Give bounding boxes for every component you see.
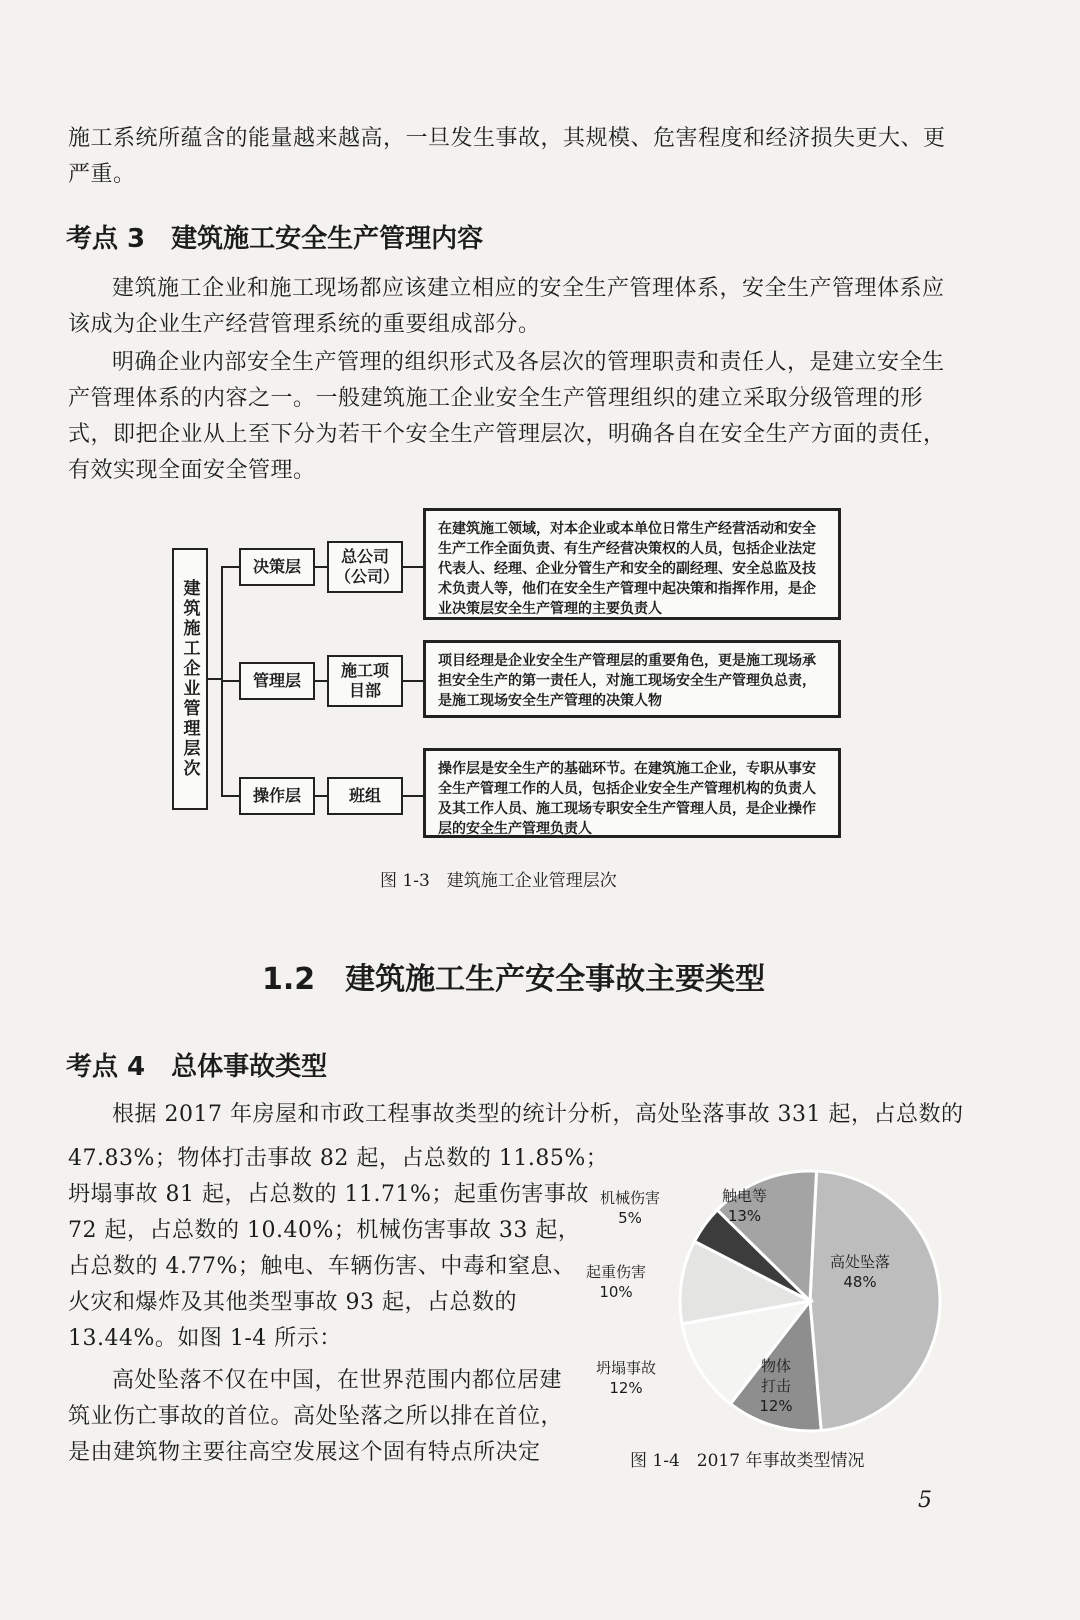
- unit-box-project-dept: 施工项目部: [327, 655, 403, 707]
- paragraph-line: 13.44%。如图 1-4 所示：: [68, 1326, 342, 1351]
- section-heading-4: 考点 4 总体事故类型: [66, 1052, 328, 1082]
- level-description: 操作层是安全生产的基础环节。在建筑施工企业，专职从事安全生产管理工作的人员，包括企业安全生产管理机构的负责人及其工作人员、施工现场专职安全生产管理人员，是企业操作层的安全生产管理负责人: [423, 748, 841, 838]
- level-description: 项目经理是企业安全生产管理层的重要角色，更是施工现场承担安全生产的第一责任人，对施工现场安全生产管理负总责，是施工现场安全生产管理的决策人物: [423, 640, 841, 718]
- pie-label-falls: [830, 1252, 890, 1292]
- pie-label-pct: 48%: [843, 1273, 877, 1291]
- diagram-root-box: 建筑施工企业管理层次: [172, 548, 208, 810]
- pie-label-lifting: [586, 1262, 646, 1302]
- paragraph-line: 有效实现全面安全管理。: [68, 458, 316, 483]
- connector-line: [208, 678, 222, 680]
- pie-label-object-strike: [756, 1356, 796, 1416]
- paragraph-line: 严重。: [68, 162, 136, 187]
- paragraph-line: 高处坠落不仅在中国，在世界范围内都位居建: [112, 1368, 563, 1393]
- paragraph-line: 式，即把企业从上至下分为若干个安全生产管理层次，明确各自在安全生产方面的责任，: [68, 422, 946, 447]
- paragraph-line: 根据 2017 年房屋和市政工程事故类型的统计分析，高处坠落事故 331 起，占总数的: [112, 1102, 964, 1127]
- pie-label-text: 触电等: [722, 1187, 768, 1205]
- figure-caption: 图 1-3 建筑施工企业管理层次: [380, 871, 617, 891]
- level-description: 在建筑施工领域，对本企业或本单位日常生产经营活动和安全生产工作全面负责、有生产经营决策权的人员，包括企业法定代表人、经理、企业分管生产和安全的副经理、安全总监及技术负责人等，他们在安全生产管理中起决策和指挥作用，是企业决策层安全生产管理的主要负责人: [423, 508, 841, 620]
- pie-label-pct: 12%: [609, 1379, 643, 1397]
- connector-line: [315, 795, 327, 797]
- paragraph-line: 建筑施工企业和施工现场都应该建立相应的安全生产管理体系，安全生产管理体系应: [112, 276, 945, 301]
- connector-line: [403, 795, 423, 797]
- connector-line: [221, 680, 239, 682]
- pie-label-mechanical: [600, 1188, 660, 1228]
- paragraph-line: 筑业伤亡事故的首位。高处坠落之所以排在首位，: [68, 1404, 564, 1429]
- paragraph-line: 明确企业内部安全生产管理的组织形式及各层次的管理职责和责任人，是建立安全生: [112, 350, 945, 375]
- paragraph-line: 施工系统所蕴含的能量越来越高，一旦发生事故，其规模、危害程度和经济损失更大、更: [68, 126, 946, 151]
- paragraph-line: 47.83%；物体打击事故 82 起，占总数的 11.85%；: [68, 1146, 609, 1171]
- pie-label-collapse: [596, 1358, 656, 1398]
- chapter-section-heading: 1.2 建筑施工生产安全事故主要类型: [262, 962, 766, 997]
- unit-box-company: 总公司（公司）: [327, 541, 403, 593]
- pie-label-text: 物体打击: [760, 1357, 791, 1395]
- connector-line: [221, 795, 239, 797]
- unit-box-team: 班组: [327, 777, 403, 815]
- pie-slice-falls: [810, 1171, 940, 1430]
- paragraph-line: 该成为企业生产经营管理系统的重要组成部分。: [68, 312, 541, 337]
- paragraph-line: 是由建筑物主要往高空发展这个固有特点所决定: [68, 1440, 541, 1465]
- pie-label-text: 高处坠落: [830, 1253, 891, 1271]
- pie-label-electric: [722, 1186, 767, 1226]
- connector-line: [403, 566, 423, 568]
- section-heading-3: 考点 3 建筑施工安全生产管理内容: [66, 224, 484, 254]
- page-number: 5: [918, 1488, 932, 1513]
- connector-line: [315, 566, 327, 568]
- paragraph-line: 72 起，占总数的 10.40%；机械伤害事故 33 起，: [68, 1218, 581, 1243]
- pie-label-text: 坍塌事故: [596, 1359, 657, 1377]
- pie-label-text: 起重伤害: [586, 1263, 647, 1281]
- paragraph-line: 火灾和爆炸及其他类型事故 93 起，占总数的: [68, 1290, 517, 1315]
- connector-line: [315, 680, 327, 682]
- accident-type-pie-chart: [650, 1166, 970, 1436]
- pie-label-pct: 10%: [599, 1283, 633, 1301]
- paragraph-line: 产管理体系的内容之一。一般建筑施工企业安全生产管理组织的建立采取分级管理的形: [68, 386, 924, 411]
- pie-label-pct: 12%: [759, 1397, 793, 1415]
- connector-line: [221, 566, 239, 568]
- pie-label-pct: 13%: [727, 1207, 762, 1225]
- figure-caption: 图 1-4 2017 年事故类型情况: [630, 1451, 865, 1471]
- paragraph-line: 坍塌事故 81 起，占总数的 11.71%；起重伤害事故: [68, 1182, 589, 1207]
- pie-label-pct: 5%: [618, 1209, 642, 1227]
- level-box-decision: 决策层: [239, 548, 315, 586]
- paragraph-line: 占总数的 4.77%；触电、车辆伤害、中毒和窒息、: [68, 1254, 576, 1279]
- level-box-management: 管理层: [239, 662, 315, 700]
- pie-label-text: 机械伤害: [600, 1189, 661, 1207]
- level-box-operation: 操作层: [239, 777, 315, 815]
- connector-line: [403, 680, 423, 682]
